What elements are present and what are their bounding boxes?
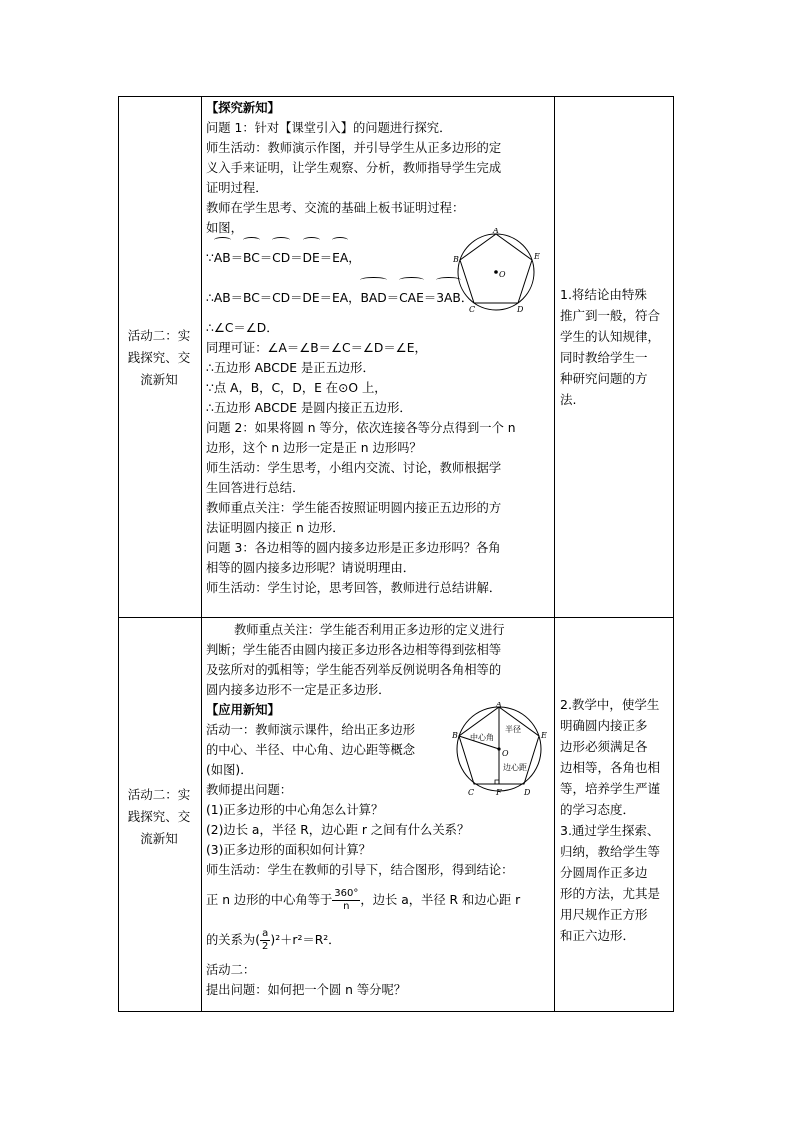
regular-polygon-concept-figure [452, 702, 550, 798]
text-line: 及弦所对的弧相等；学生能否列举反例说明各角相等的 [206, 663, 502, 677]
text-segment: 的关系为 [206, 933, 256, 947]
section-heading: 【探究新知】 [206, 101, 280, 115]
apothem-label: 边心距 [503, 763, 527, 772]
arc-label: CAE [399, 278, 424, 318]
point-label-d: D [524, 788, 531, 797]
text-line: 同理可证：∠A＝∠B＝∠C＝∠D＝∠E， [206, 341, 427, 355]
fraction-denominator: n [343, 901, 350, 912]
because-symbol: ∵ [206, 251, 214, 265]
text-line: 师生活动：教师演示作图，并引导学生从正多边形的定 [206, 141, 502, 155]
label-line: 践探究、交 [127, 809, 191, 824]
pentagon-figure [453, 228, 543, 314]
proof-arc-equality: ∵AB＝BC＝CD＝DE＝EA， [206, 238, 556, 278]
punctuation: ． [460, 291, 474, 305]
text-segment: ，边长 a，半径 R 和边心距 r [360, 893, 521, 907]
table-border-left [118, 96, 119, 1012]
arc-label: EA [332, 238, 348, 278]
proof-chord-equality: ∴AB＝BC＝CD＝DE＝EA，BAD＝CAE＝3AB． [206, 278, 556, 318]
point-label-o: O [502, 749, 509, 758]
label-line: 活动二：实 [127, 328, 191, 343]
row2-design-note [560, 694, 668, 946]
text-line: 义入手来证明，让学生观察、分析，教师指导学生完成 [206, 161, 502, 175]
label-line: 践探究、交 [127, 350, 191, 365]
label-line: 流新知 [140, 372, 178, 387]
table-border-right [673, 96, 674, 1012]
text-line: 如图， [206, 221, 243, 235]
note-line: 明确圆内接正多 [560, 718, 648, 733]
text-line: 生回答进行总结． [206, 481, 305, 495]
note-line: 用尺规作正方形 [560, 907, 648, 922]
point-label-c: C [468, 788, 475, 797]
fraction-360-over-n [332, 888, 360, 913]
point-label-o: O [499, 270, 506, 279]
text-line: 法证明圆内接正 n 边形． [206, 521, 345, 535]
center-angle-formula [206, 880, 556, 920]
text-line: 边形，这个 n 边形一定是正 n 边形吗？ [206, 441, 422, 455]
row2-activity-label [118, 784, 200, 850]
note-line: 法. [560, 392, 577, 407]
note-line: 推广到一般，符合 [560, 308, 661, 323]
point-label-e: E [534, 252, 540, 261]
text-segment: ²＋r²＝R²． [275, 933, 341, 947]
text-line: ∴五边形 ABCDE 是圆内接正五边形． [206, 401, 412, 415]
arc-label: BC [243, 238, 260, 278]
point-label-b: B [452, 731, 458, 740]
fraction-a-over-2 [260, 928, 270, 953]
fraction-denominator: 2 [262, 941, 269, 952]
lesson-table [118, 96, 674, 1012]
note-line: 边形必须满足各 [560, 739, 648, 754]
label-line: 流新知 [140, 831, 178, 846]
text-line: 相等的圆内接多边形呢？请说明理由． [206, 561, 416, 575]
text-line: 活动一：教师演示课件，给出正多边形 [206, 723, 416, 737]
point-label-d: D [517, 305, 524, 314]
arc-label: CD [272, 238, 290, 278]
text-line: 师生活动：学生在教师的引导下，结合图形，得到结论： [206, 863, 514, 877]
row1-design-note [560, 284, 668, 410]
point-label-f: F [496, 788, 502, 797]
text-line: (3)正多边形的面积如何计算？ [206, 843, 371, 857]
text-line: ∴五边形 ABCDE 是正五边形． [206, 361, 375, 375]
note-line: 分圆周作正多边 [560, 865, 648, 880]
text-line: 教师提出问题： [206, 783, 293, 797]
chord-equality: ∴AB＝BC＝CD＝DE＝EA， [206, 291, 361, 305]
arc-label: AB [214, 238, 231, 278]
note-line: 学生的认知规律， [560, 329, 661, 344]
text-line: 判断；学生能否由圆内接正多边形各边相等得到弦相等 [206, 643, 502, 657]
label-line: 活动二：实 [127, 787, 191, 802]
fraction-numerator: a [260, 928, 270, 941]
text-line: 的中心、半径、中心角、边心距等概念 [206, 743, 416, 757]
note-line: 等，培养学生严谨 [560, 781, 661, 796]
section-heading: 【应用新知】 [206, 703, 280, 717]
note-line: 和正六边形． [560, 928, 636, 943]
text-line: ∵点 A，B，C，D，E 在⊙O 上， [206, 381, 387, 395]
text-line: 问题 3：各边相等的圆内接多边形是正多边形吗？各角 [206, 541, 501, 555]
row2-content [206, 620, 556, 1000]
point-label-a: A [493, 228, 499, 235]
radius-label: 半径 [505, 725, 521, 734]
text-line: 问题 1：针对【课堂引入】的问题进行探究． [206, 121, 452, 135]
note-line: 3.通过学生探索、 [560, 823, 660, 838]
arc-label: 3AB [436, 278, 461, 318]
text-line: 活动二： [206, 963, 256, 977]
fraction-numerator: 360° [334, 888, 359, 899]
text-line: 问题 2：如果将圆 n 等分，依次连接各等分点得到一个 n [206, 421, 516, 435]
text-line: 教师在学生思考、交流的基础上板书证明过程： [206, 201, 465, 215]
point-label-e: E [541, 731, 547, 740]
text-line: ∴∠C＝∠D． [206, 321, 279, 335]
note-line: 1.将结论由特殊 [560, 287, 647, 302]
note-line: 种研究问题的方 [560, 371, 648, 386]
note-line: 归纳，教给学生等 [560, 844, 661, 859]
text-line: 师生活动：学生讨论，思考回答，教师进行总结讲解． [206, 581, 502, 595]
text-line: 教师重点关注：学生能否按照证明圆内接正五边形的方 [206, 501, 502, 515]
text-line: 教师重点关注：学生能否利用正多边形的定义进行 [234, 623, 505, 637]
punctuation: ， [348, 251, 361, 265]
column-divider-1 [201, 96, 202, 1012]
text-line: 师生活动：学生思考，小组内交流、讨论，教师根据学 [206, 461, 502, 475]
text-line: 提出问题：如何把一个圆 n 等分呢？ [206, 983, 407, 997]
row1-activity-label [118, 325, 200, 391]
row1-content [206, 98, 556, 598]
pythagorean-formula: 的关系为( $\frac{a}{2}$ )²＋r²＝R²． [206, 928, 341, 952]
arc-label: BAD [360, 278, 386, 318]
note-line: 形的方法，尤其是 [560, 886, 661, 901]
text-line: (如图)． [206, 763, 253, 777]
text-line: (2)边长 a，半径 R，边心距 r 之间有什么关系？ [206, 823, 470, 837]
text-line: 圆内接多边形不一定是正多边形． [206, 683, 391, 697]
arc-label: DE [303, 238, 320, 278]
note-line: 的学习态度． [560, 802, 636, 817]
text-segment: 正 n 边形的中心角等于 [206, 893, 333, 907]
note-line: 2.教学中，使学生 [560, 697, 660, 712]
center-angle-label: 中心角 [470, 733, 494, 742]
text-line: (1)正多边形的中心角怎么计算？ [206, 803, 384, 817]
point-label-a: A [496, 702, 502, 709]
note-line: 同时教给学生一 [560, 350, 648, 365]
point-label-c: C [469, 305, 476, 314]
text-line: 证明过程． [206, 181, 268, 195]
point-label-b: B [453, 255, 459, 264]
note-line: 边相等，各角也相 [560, 760, 661, 775]
